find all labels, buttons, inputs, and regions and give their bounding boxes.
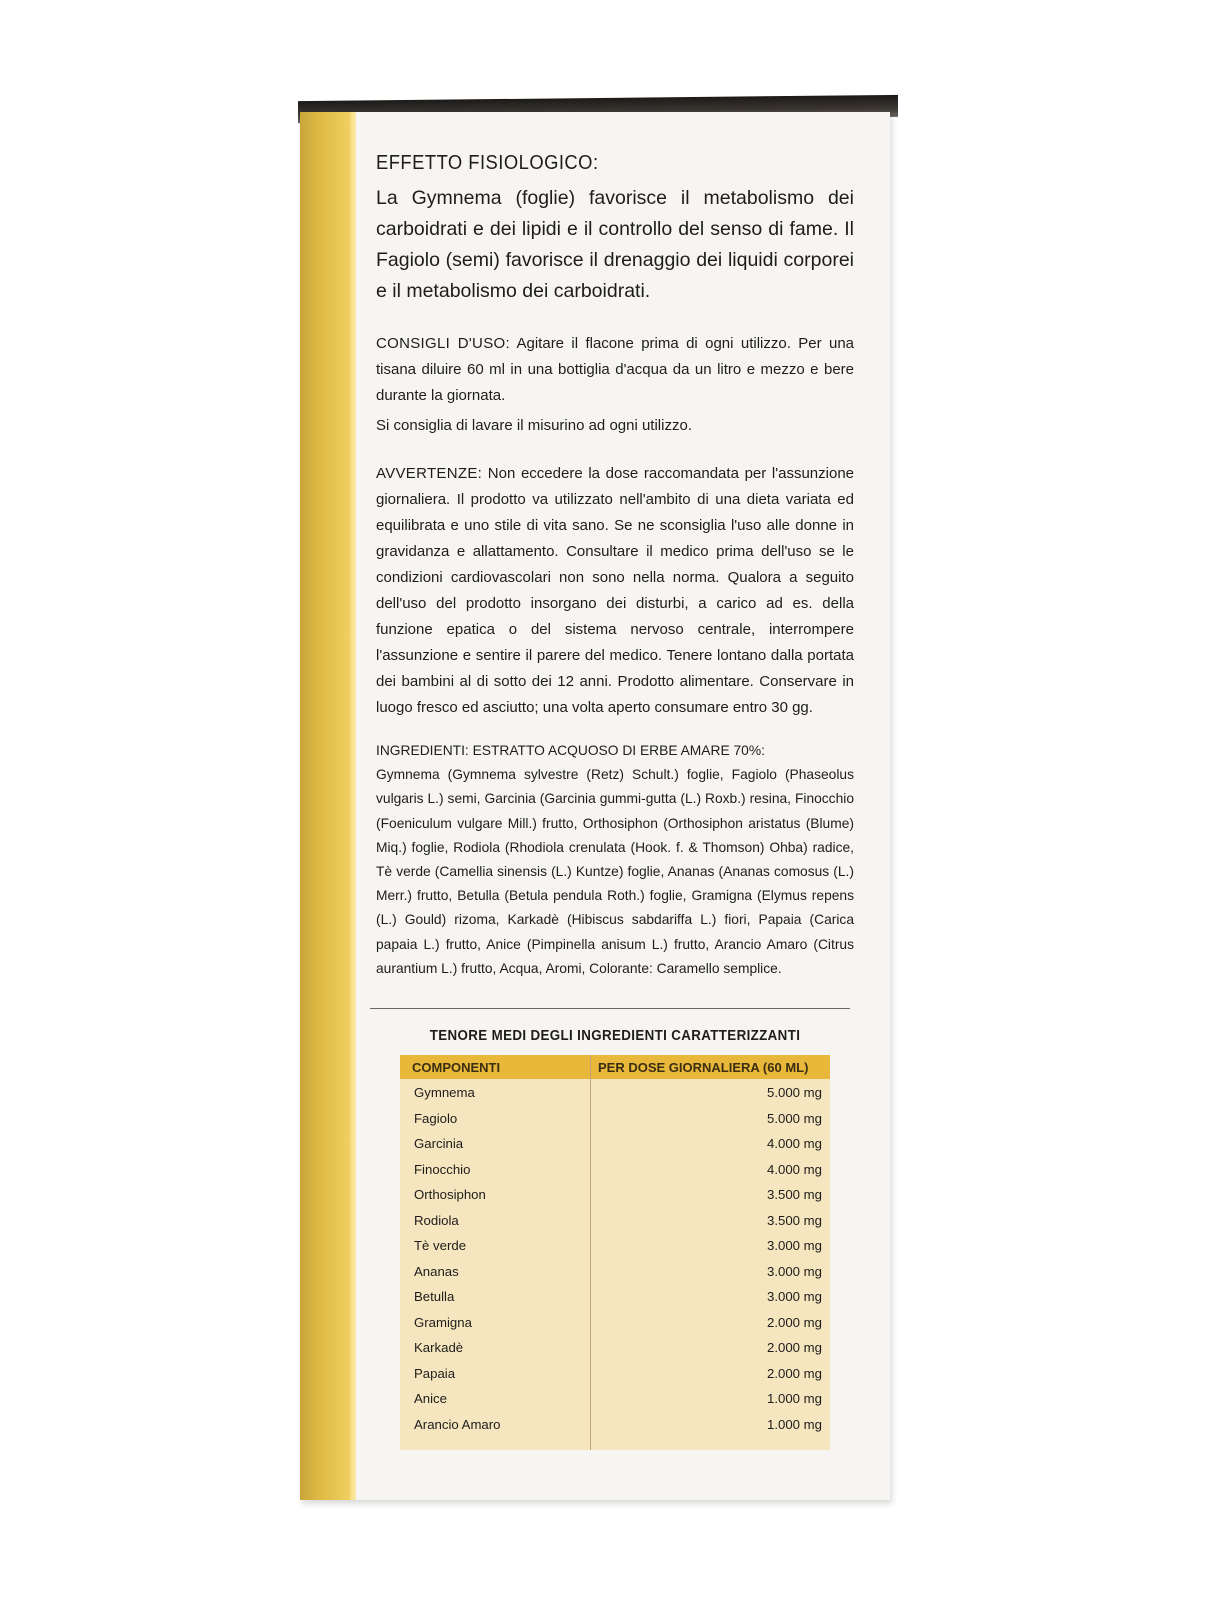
component-name: Fagiolo (414, 1110, 458, 1126)
consigli-section (376, 331, 854, 409)
component-dose: 2.000 mg (767, 1340, 822, 1355)
table-row (400, 1283, 830, 1309)
component-dose: 2.000 mg (767, 1365, 822, 1381)
ingredienti-text: Gymnema (Gymnema sylvestre (Retz) Schult.) foglie, Fagiolo (Phaseolus vulgaris L.) semi, Garcinia (Garcinia gummi-gutta (L.) Roxb.) resina, Finocchio (Foeniculum vulgare Mill.) frutto, Orthosiphon (Orthosiphon aristatus (Blume) Miq.) foglie, Rodiola (Rhodiola crenulata (Hook. f. & Thomson) Ohba) radice, Tè verde (Camellia sinensis (L.) Kuntze) foglie, Ananas (Ananas comosus (L.) Merr.) frutto, Betulla (Betula pendula Roth.) foglie, Gramigna (Elymus repens (L.) Gould) rizoma, Karkadè (Hibiscus sabdariffa L.) fiori, Papaia (Carica papaia L.) frutto, Anice (Pimpinella anisum L.) frutto, Arancio Amaro (Citrus aurantium L.) frutto, Acqua, Aromi, Colorante: Caramello semplice. (376, 767, 854, 976)
component-dose: 4.000 mg (767, 1136, 822, 1151)
table-row (400, 1258, 830, 1284)
table-row (400, 1130, 830, 1156)
table-row (400, 1309, 830, 1335)
component-name: Arancio Amaro (414, 1416, 501, 1432)
header-dose: PER DOSE GIORNALIERA (60 ML) (598, 1060, 809, 1075)
table-row (400, 1156, 830, 1182)
component-name: Ananas (414, 1263, 459, 1279)
table-row (400, 1411, 830, 1437)
component-dose: 1.000 mg (767, 1391, 822, 1406)
component-dose: 4.000 mg (767, 1161, 822, 1177)
component-name: Papaia (414, 1365, 456, 1381)
ingredienti-section (376, 739, 854, 981)
component-dose: 3.000 mg (767, 1238, 822, 1253)
ingredienti-label: INGREDIENTI: ESTRATTO ACQUOSO DI ERBE AMARE 70%: (376, 743, 765, 758)
component-dose: 1.000 mg (767, 1416, 822, 1432)
component-dose: 2.000 mg (767, 1314, 822, 1330)
avvertenze-label: AVVERTENZE: (376, 465, 483, 482)
component-dose: 3.500 mg (767, 1187, 822, 1202)
component-name: Betulla (414, 1289, 455, 1304)
component-name: Gymnema (414, 1085, 475, 1100)
avvertenze-text: Non eccedere la dose raccomandata per l'assunzione giornaliera. Il prodotto va utilizzato nell'ambito di una dieta variata ed equilibrata e uno stile di vita sano. Se ne sconsiglia l'uso alle donne in gravidanza e allattamento. Consultare il medico prima dell'uso se le condizioni cardiovascolari non sono nella norma. Qualora a seguito dell'uso del prodotto insorgano dei disturbi, a carico ad es. della funzione epatica o del sistema nervoso centrale, interrompere l'assunzione e sentire il parere del medico. Tenere lontano dalla portata dei bambini al di sotto dei 12 anni. Prodotto alimentare. Conservare in luogo fresco ed asciutto; una volta aperto consumare entro 30 gg. (376, 465, 855, 716)
table-row (400, 1334, 830, 1360)
table-title: TENORE MEDI DEGLI INGREDIENTI CARATTERIZZANTI (429, 1028, 801, 1044)
component-dose: 3.000 mg (767, 1289, 822, 1304)
table-row (400, 1360, 830, 1386)
table-row (400, 1232, 830, 1258)
ingredients-table (400, 1055, 830, 1450)
table-rows (400, 1079, 830, 1436)
effetto-heading: EFFETTO FISIOLOGICO: (376, 152, 599, 174)
component-name: Anice (414, 1391, 447, 1406)
component-dose: 5.000 mg (767, 1110, 822, 1126)
consigli-text: Agitare il flacone prima di ogni utilizzo. Per una tisana diluire 60 ml in una bottiglia d'acqua da un litro e mezzo e bere durante la giornata. (376, 335, 855, 404)
table-header (400, 1055, 830, 1079)
header-componenti: COMPONENTI (412, 1060, 501, 1075)
component-name: Orthosiphon (414, 1187, 486, 1202)
table-row (400, 1079, 830, 1105)
table-row (400, 1207, 830, 1233)
table-row (400, 1385, 830, 1411)
consigli-extra: Si consiglia di lavare il misurino ad ogni utilizzo. (376, 417, 692, 434)
table-row (400, 1181, 830, 1207)
consigli-label: CONSIGLI D'USO: (376, 335, 510, 352)
component-dose: 3.500 mg (767, 1212, 822, 1228)
component-dose: 3.000 mg (767, 1263, 822, 1279)
table-row (400, 1105, 830, 1131)
component-dose: 5.000 mg (767, 1085, 822, 1100)
effetto-text: La Gymnema (foglie) favorisce il metabolismo dei carboidrati e dei lipidi e il controllo del senso di fame. Il Fagiolo (semi) favorisce il drenaggio dei liquidi corporei e il metabolismo dei carboidrati. (376, 187, 854, 302)
component-name: Tè verde (414, 1238, 467, 1253)
component-name: Garcinia (414, 1136, 464, 1151)
component-name: Rodiola (414, 1212, 459, 1228)
label-text (376, 152, 854, 981)
gold-side-stripe (300, 112, 356, 1500)
component-name: Gramigna (414, 1314, 472, 1330)
component-name: Finocchio (414, 1161, 471, 1177)
component-name: Karkadè (414, 1340, 464, 1355)
avvertenze-section (376, 461, 854, 721)
divider (370, 1008, 850, 1009)
